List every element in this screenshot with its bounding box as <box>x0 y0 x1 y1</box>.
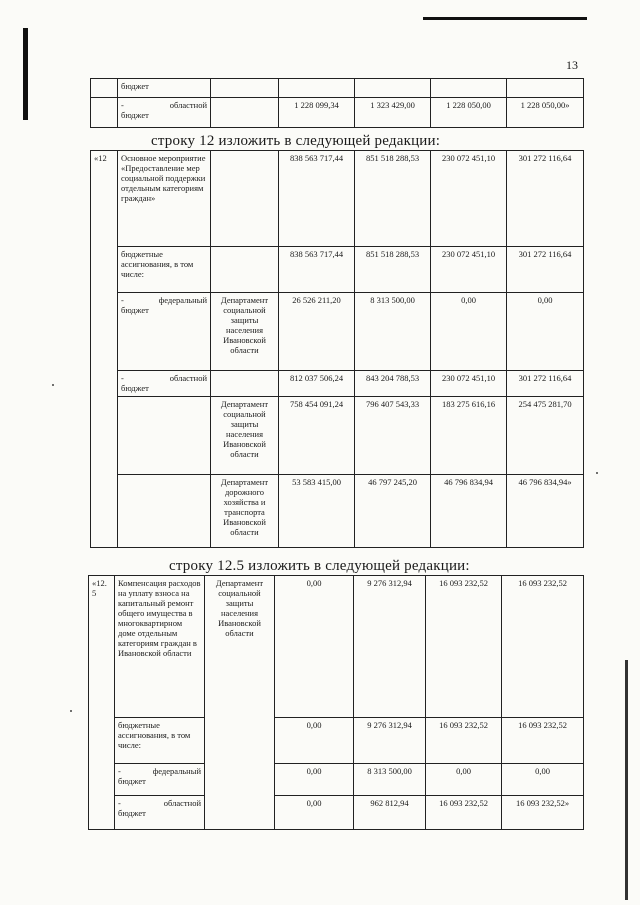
value-cell: 230 072 451,10 <box>431 371 507 397</box>
value-cell: 16 093 232,52 <box>502 718 584 764</box>
value-cell: 0,00 <box>275 796 354 830</box>
heading-row-12: строку 12 изложить в следующей редакции: <box>151 133 441 149</box>
value-cell: 1 323 429,00 <box>355 98 431 128</box>
value-cell: 254 475 281,70 <box>507 397 584 475</box>
department-cell <box>211 151 279 247</box>
row-number-cell: «12. 5 <box>89 576 115 830</box>
value-cell: 46 796 834,94 <box>431 475 507 548</box>
row-label: Компенсация расходов на уплату взноса на капитальный ремонт общего имущества в многоквартирном доме отдельным категориям граждан в Ивановской области <box>115 576 205 718</box>
value-cell: 8 313 500,00 <box>354 764 426 796</box>
value-cell <box>507 79 584 98</box>
value-cell: 53 583 415,00 <box>279 475 355 548</box>
value-cell: 301 272 116,64 <box>507 247 584 293</box>
table-row <box>91 151 584 247</box>
value-cell: 0,00 <box>275 764 354 796</box>
value-cell: 26 526 211,20 <box>279 293 355 371</box>
row-label: - областной бюджет <box>118 371 211 397</box>
row-label: - областной бюджет <box>115 796 205 830</box>
value-cell <box>279 79 355 98</box>
value-cell: 16 093 232,52 <box>426 796 502 830</box>
row-label <box>118 397 211 475</box>
value-cell: 9 276 312,94 <box>354 576 426 718</box>
value-cell <box>355 79 431 98</box>
value-cell: 16 093 232,52 <box>502 576 584 718</box>
table-row <box>91 247 584 293</box>
value-cell: 851 518 288,53 <box>355 151 431 247</box>
value-cell <box>431 79 507 98</box>
department-cell <box>211 79 279 98</box>
scan-artifact-dot <box>52 384 54 386</box>
value-cell: 1 228 050,00 <box>431 98 507 128</box>
department-cell: Департамент дорожного хозяйства и транспорта Ивановской области <box>211 475 279 548</box>
value-cell: 16 093 232,52» <box>502 796 584 830</box>
table-row <box>91 293 584 371</box>
row-label: - областной бюджет <box>118 98 211 128</box>
value-cell: 301 272 116,64 <box>507 151 584 247</box>
table-row <box>91 475 584 548</box>
scan-artifact-right-bar <box>625 660 628 900</box>
scan-artifact-dot <box>596 472 598 474</box>
department-cell: Департамент социальной защиты населения Ивановской области <box>211 293 279 371</box>
table-row <box>89 796 584 830</box>
row-label: Основное мероприятие «Предоставление мер социальной поддержки отдельным категориям граждан» <box>118 151 211 247</box>
value-cell: 0,00 <box>507 293 584 371</box>
page-number: 13 <box>566 58 578 72</box>
heading-row-12-5: строку 12.5 изложить в следующей редакции: <box>169 558 470 574</box>
table-row <box>89 718 584 764</box>
row-label: бюджетные ассигнования, в том числе: <box>115 718 205 764</box>
value-cell: 0,00 <box>275 718 354 764</box>
value-cell: 851 518 288,53 <box>355 247 431 293</box>
value-cell: 301 272 116,64 <box>507 371 584 397</box>
scan-artifact-left-bar <box>23 28 28 120</box>
department-cell <box>211 98 279 128</box>
table-row <box>89 576 584 718</box>
row-label: - федеральный бюджет <box>118 293 211 371</box>
department-cell: Департамент социальной защиты населения Ивановской области <box>211 397 279 475</box>
value-cell: 758 454 091,24 <box>279 397 355 475</box>
value-cell: 843 204 788,53 <box>355 371 431 397</box>
value-cell: 0,00 <box>502 764 584 796</box>
budget-table-continuation <box>90 78 584 128</box>
row-number-cell <box>91 98 118 128</box>
value-cell: 16 093 232,52 <box>426 718 502 764</box>
value-cell: 0,00 <box>431 293 507 371</box>
value-cell: 8 313 500,00 <box>355 293 431 371</box>
value-cell: 230 072 451,10 <box>431 247 507 293</box>
value-cell: 16 093 232,52 <box>426 576 502 718</box>
row-label: - федеральный бюджет <box>115 764 205 796</box>
row-label <box>118 475 211 548</box>
department-cell: Департамент социальной защиты населения Ивановской области <box>205 576 275 830</box>
value-cell: 0,00 <box>426 764 502 796</box>
value-cell: 1 228 050,00» <box>507 98 584 128</box>
budget-table-row-12-5 <box>88 575 584 830</box>
value-cell: 812 037 506,24 <box>279 371 355 397</box>
value-cell: 0,00 <box>275 576 354 718</box>
value-cell: 46 796 834,94» <box>507 475 584 548</box>
row-label: бюджет <box>118 79 211 98</box>
value-cell: 9 276 312,94 <box>354 718 426 764</box>
value-cell: 230 072 451,10 <box>431 151 507 247</box>
budget-table-row-12 <box>90 150 584 548</box>
row-label: бюджетные ассигнования, в том числе: <box>118 247 211 293</box>
value-cell: 46 797 245,20 <box>355 475 431 548</box>
value-cell: 1 228 099,34 <box>279 98 355 128</box>
value-cell: 838 563 717,44 <box>279 247 355 293</box>
scan-artifact-top-line <box>423 17 587 20</box>
department-cell <box>211 247 279 293</box>
row-number-cell <box>91 79 118 98</box>
value-cell: 796 407 543,33 <box>355 397 431 475</box>
value-cell: 183 275 616,16 <box>431 397 507 475</box>
value-cell: 838 563 717,44 <box>279 151 355 247</box>
table-row <box>91 371 584 397</box>
table-row <box>91 397 584 475</box>
table-row <box>91 79 584 98</box>
table-row <box>91 98 584 128</box>
table-row <box>89 764 584 796</box>
row-number-cell: «12 <box>91 151 118 548</box>
scan-artifact-dot <box>70 710 72 712</box>
value-cell: 962 812,94 <box>354 796 426 830</box>
department-cell <box>211 371 279 397</box>
